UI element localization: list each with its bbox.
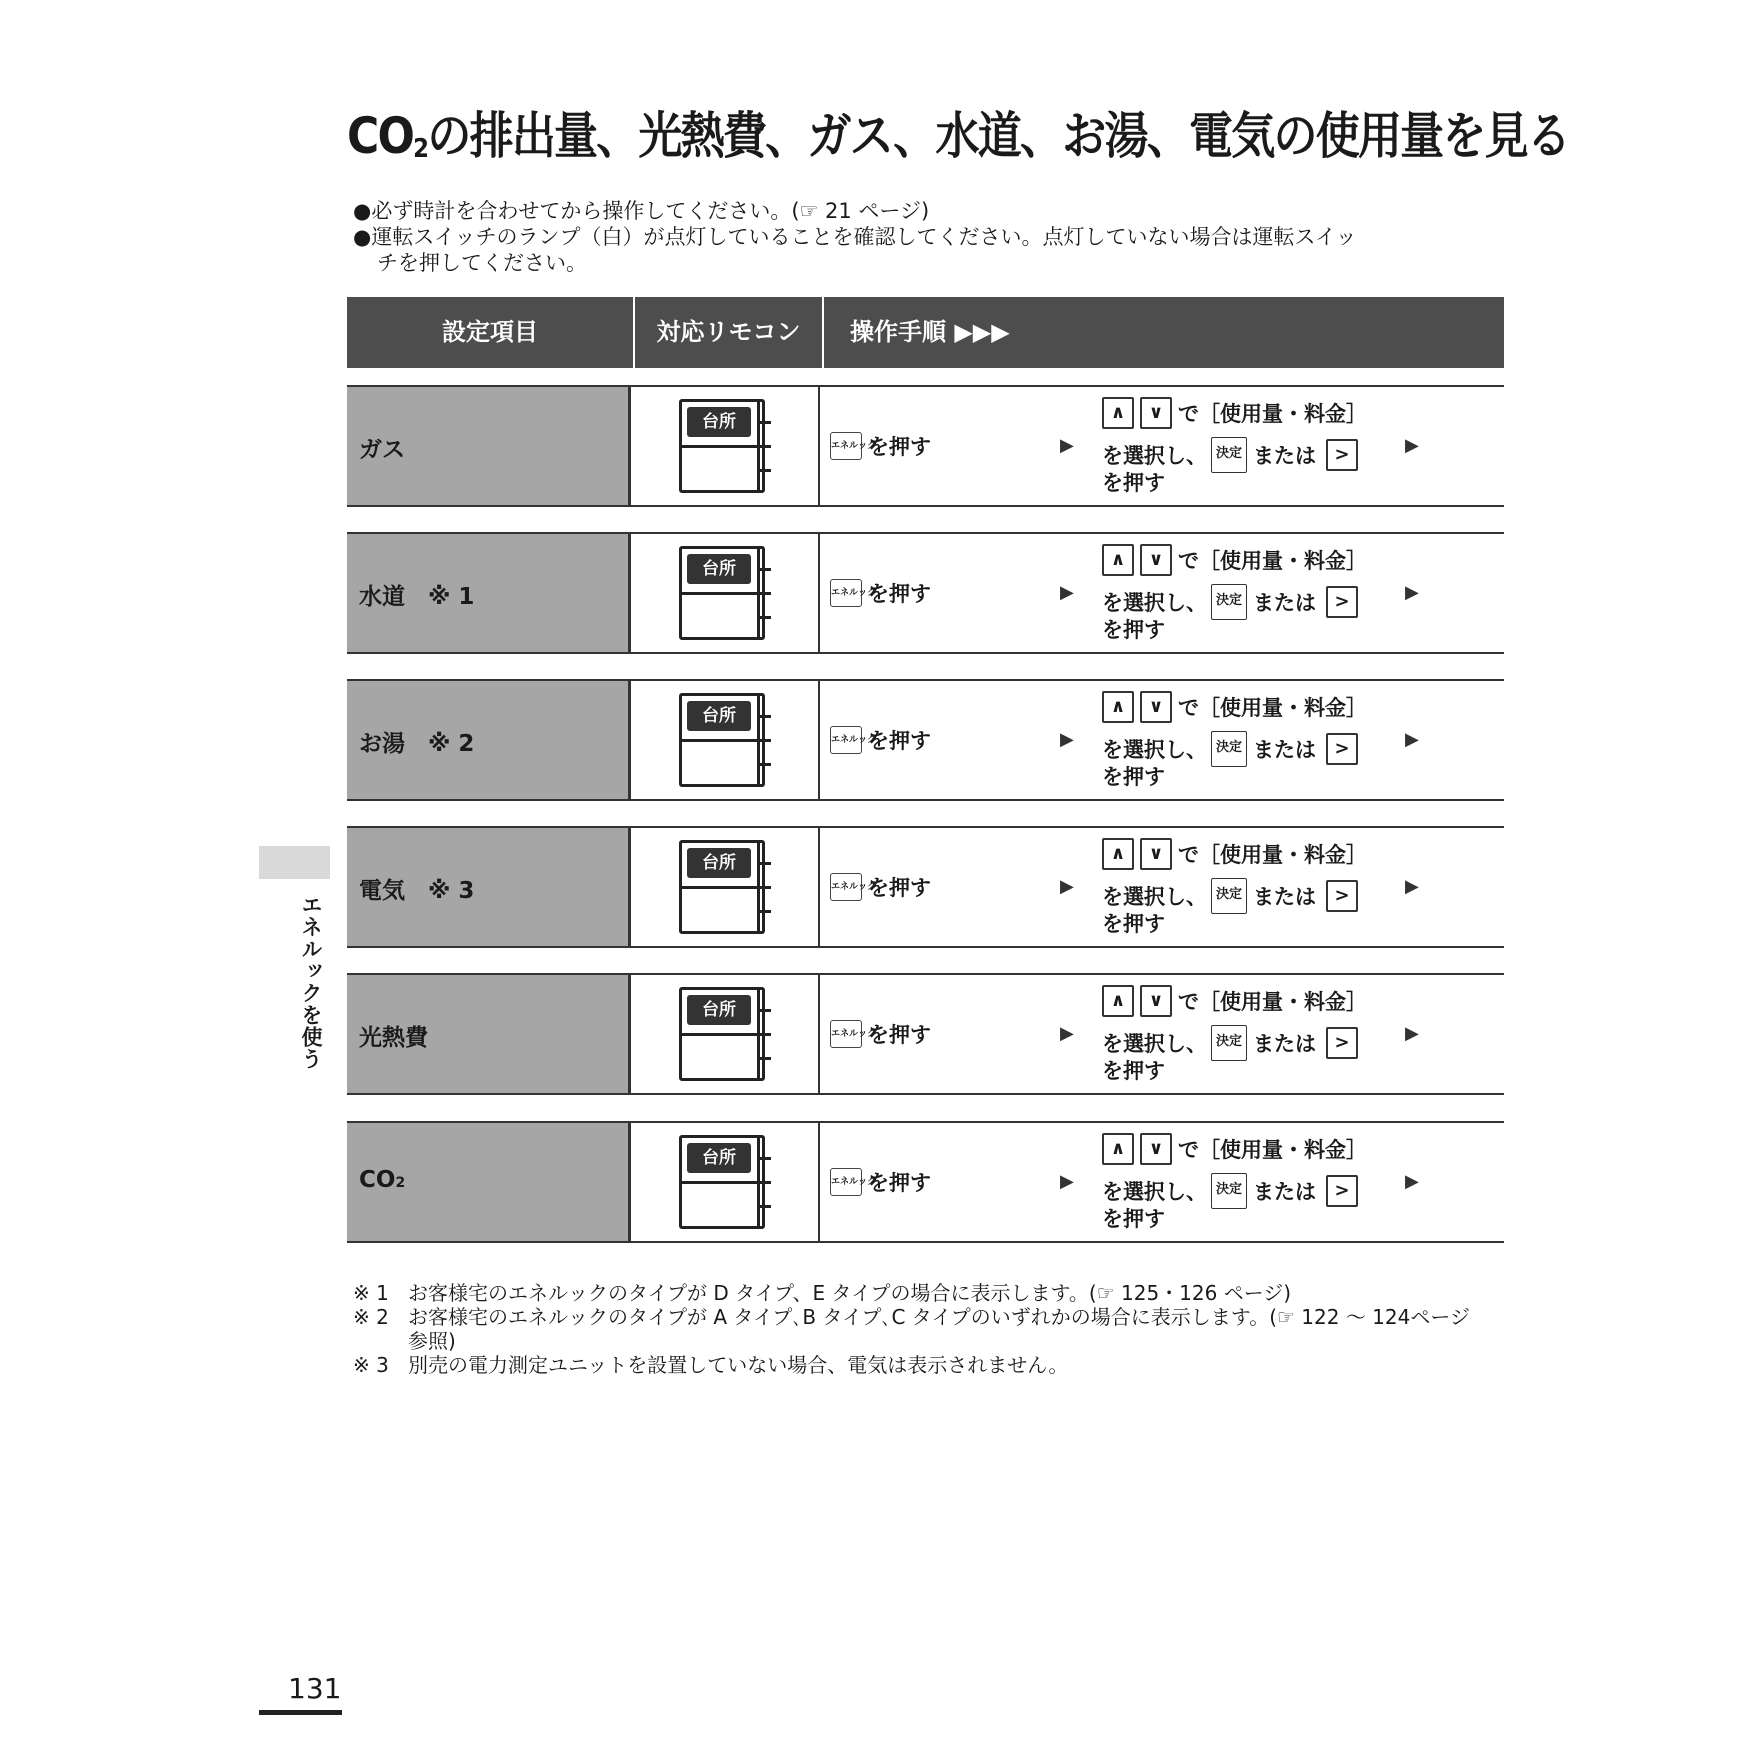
setting-item-cell [347,1123,631,1241]
kitchen-remote-icon [679,693,771,787]
eneluck-key-icon: エネルック [830,579,862,607]
step-2-line-3: を押す [1102,1059,1165,1083]
step-2-text: で［使用量・料金］ [1178,696,1367,720]
step-2-text: で［使用量・料金］ [1178,549,1367,573]
step-arrow-icon: ▶ [1060,876,1074,897]
step-arrow-icon: ▶ [1405,1023,1419,1044]
setting-item-cell [347,681,631,799]
setting-item-label: ガス [359,437,405,463]
right-key-icon: > [1326,880,1358,912]
eneluck-key-icon: エネルック [830,1168,862,1196]
procedure-cell [820,828,1504,946]
page-number: 131 [288,1672,342,1705]
kitchen-remote-badge: 台所 [687,554,751,584]
kitchen-remote-badge: 台所 [687,848,751,878]
step-arrow-icon: ▶ [1060,582,1074,603]
footnote-mark: ※ 3 [353,1353,389,1377]
right-key-icon: > [1326,1175,1358,1207]
footnote-continuation: 参照) [408,1329,456,1353]
kitchen-remote-icon [679,399,771,493]
table-row [347,385,1504,507]
step-2-or-text: または [1253,1032,1316,1056]
step-2-select-text: を選択し、 [1102,1032,1207,1056]
setting-item-cell [347,828,631,946]
step-1 [830,578,931,608]
kitchen-remote-icon [679,840,771,934]
remote-cell [631,387,820,505]
section-tab-marker [259,846,330,879]
remote-cell [631,975,820,1093]
right-key-icon: > [1326,439,1358,471]
kitchen-remote-badge: 台所 [687,701,751,731]
procedure-cell [820,975,1504,1093]
footnote [353,1305,1470,1329]
step-2-or-text: または [1253,444,1316,468]
step-arrow-icon: ▶ [1060,1171,1074,1192]
table-row [347,532,1504,654]
step-arrow-icon: ▶ [1405,876,1419,897]
down-key-icon: ∨ [1140,544,1172,576]
step-2-select-text: を選択し、 [1102,738,1207,762]
eneluck-key-icon: エネルック [830,726,862,754]
step-2-line-3: を押す [1102,471,1165,495]
header-setting-item: 設定項目 [442,318,538,346]
step-2-or-text: または [1253,885,1316,909]
setting-item-label: 光熱費 [359,1025,428,1051]
procedure-cell [820,681,1504,799]
step-2-select-text: を選択し、 [1102,444,1207,468]
up-key-icon: ∧ [1102,544,1134,576]
eneluck-key-icon: エネルック [830,873,862,901]
footnote-text: お客様宅のエネルックのタイプが D タイプ、E タイプの場合に表示します。(☞ 125・126 ページ) [408,1281,1292,1305]
setting-item-label: お湯 ※ 2 [359,731,475,757]
remote-cell [631,828,820,946]
down-key-icon: ∨ [1140,397,1172,429]
step-2-line-3: を押す [1102,765,1165,789]
step-2-text: で［使用量・料金］ [1178,843,1367,867]
note-line: ●必ず時計を合わせてから操作してください。(☞ 21 ページ) [353,199,930,223]
step-arrow-icon: ▶ [1060,1023,1074,1044]
step-arrow-icon: ▶ [1405,1171,1419,1192]
down-key-icon: ∨ [1140,691,1172,723]
step-2-or-text: または [1253,591,1316,615]
setting-item-cell [347,534,631,652]
eneluck-key-icon: エネルック [830,1020,862,1048]
decide-key-icon: 決定 [1211,878,1247,914]
step-2-line-3: を押す [1102,912,1165,936]
procedure-cell [820,534,1504,652]
step-2-line-1 [1102,691,1367,723]
kitchen-remote-icon [679,987,771,1081]
step-arrow-icon: ▶ [1060,435,1074,456]
divider [822,297,824,368]
remote-cell [631,534,820,652]
step-1-text: を押す [868,582,931,606]
step-1 [830,1019,931,1049]
step-2-select-text: を選択し、 [1102,591,1207,615]
right-key-icon: > [1326,1027,1358,1059]
step-1-text: を押す [868,1171,931,1195]
footnote-mark: ※ 1 [353,1281,389,1305]
header-remote: 対応リモコン [656,318,801,346]
step-2-text: で［使用量・料金］ [1178,990,1367,1014]
remote-cell [631,681,820,799]
note-line: ●運転スイッチのランプ（白）が点灯していることを確認してください。点灯していない場合は運転スイッ [353,225,1357,249]
kitchen-remote-badge: 台所 [687,1143,751,1173]
setting-item-cell [347,975,631,1093]
section-tab-label: エネルックを使う [299,894,323,1070]
remote-cell [631,1123,820,1241]
table-header [347,297,1504,368]
down-key-icon: ∨ [1140,985,1172,1017]
step-2-select-text: を選択し、 [1102,1180,1207,1204]
step-1-text: を押す [868,729,931,753]
table-row [347,826,1504,948]
kitchen-remote-icon [679,1135,771,1229]
setting-item-cell [347,387,631,505]
step-2-text: で［使用量・料金］ [1178,402,1367,426]
step-2-line-3: を押す [1102,618,1165,642]
page-number-rule [259,1710,342,1715]
up-key-icon: ∧ [1102,838,1134,870]
step-1 [830,431,931,461]
step-2-or-text: または [1253,738,1316,762]
decide-key-icon: 決定 [1211,437,1247,473]
step-1 [830,1167,931,1197]
decide-key-icon: 決定 [1211,584,1247,620]
kitchen-remote-badge: 台所 [687,995,751,1025]
decide-key-icon: 決定 [1211,1173,1247,1209]
down-key-icon: ∨ [1140,1133,1172,1165]
eneluck-key-icon: エネルック [830,432,862,460]
table-row [347,973,1504,1095]
up-key-icon: ∧ [1102,1133,1134,1165]
step-1-text: を押す [868,876,931,900]
down-key-icon: ∨ [1140,838,1172,870]
step-2-line-1 [1102,985,1367,1017]
right-key-icon: > [1326,733,1358,765]
table-row [347,1121,1504,1243]
step-1-text: を押す [868,435,931,459]
note-line: チを押してください。 [377,251,587,275]
step-1 [830,872,931,902]
kitchen-remote-icon [679,546,771,640]
step-2-line-3: を押す [1102,1207,1165,1231]
step-2-line-1 [1102,544,1367,576]
decide-key-icon: 決定 [1211,731,1247,767]
up-key-icon: ∧ [1102,691,1134,723]
table-row [347,679,1504,801]
setting-item-label: CO2 [359,1167,406,1193]
step-2-select-text: を選択し、 [1102,885,1207,909]
step-arrow-icon: ▶ [1405,582,1419,603]
step-2-or-text: または [1253,1180,1316,1204]
step-2-line-1 [1102,1133,1367,1165]
decide-key-icon: 決定 [1211,1025,1247,1061]
footnote-text: 別売の電力測定ユニットを設置していない場合、電気は表示されません。 [408,1353,1069,1377]
footnote-text: お客様宅のエネルックのタイプが A タイプ､B タイプ､C タイプのいずれかの場合に表示します。(☞ 122 ～ 124ページ [408,1305,1470,1329]
step-arrow-icon: ▶ [1405,729,1419,750]
up-key-icon: ∧ [1102,985,1134,1017]
procedure-cell [820,1123,1504,1241]
step-arrow-icon: ▶ [1405,435,1419,456]
step-2-text: で［使用量・料金］ [1178,1138,1367,1162]
page-title: $CO_2$の排出量、光熱費、ガス、水道、お湯、電気の使用量を見る [347,106,1570,165]
footnote-mark: ※ 2 [353,1305,389,1329]
step-2-line-1 [1102,838,1367,870]
setting-item-label: 電気 ※ 3 [359,878,475,904]
right-key-icon: > [1326,586,1358,618]
procedure-cell [820,387,1504,505]
footnote [353,1353,1470,1377]
step-1-text: を押す [868,1023,931,1047]
item-subscript: 2 [395,1175,406,1191]
footnotes [353,1281,1470,1377]
step-arrow-icon: ▶ [1060,729,1074,750]
step-2-line-1 [1102,397,1367,429]
setting-item-label: 水道 ※ 1 [359,584,475,610]
footnote [353,1281,1470,1305]
up-key-icon: ∧ [1102,397,1134,429]
step-1 [830,725,931,755]
header-procedure: 操作手順 ▶▶▶ [850,318,1010,346]
precaution-notes [353,198,1357,276]
kitchen-remote-badge: 台所 [687,407,751,437]
